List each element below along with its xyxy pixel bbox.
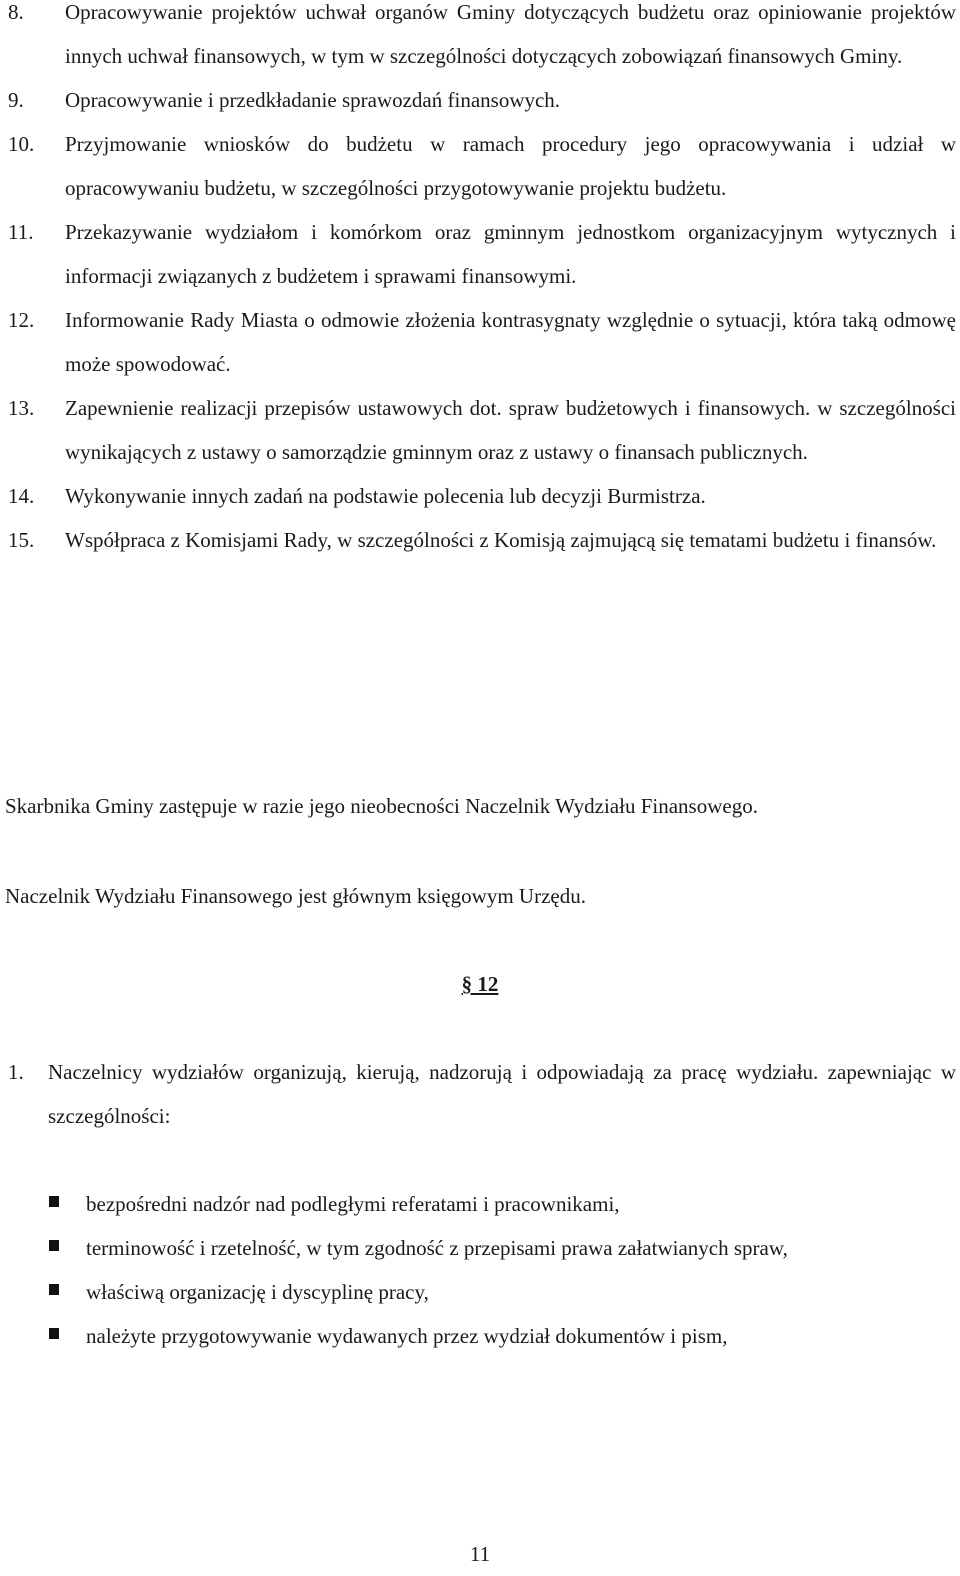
- square-bullet-icon: [0, 1270, 86, 1314]
- bullet-text: należyte przygotowywanie wydawanych przez wydział dokumentów i pism,: [86, 1324, 728, 1348]
- square-bullet-icon: [0, 1226, 86, 1270]
- bullet-item: [0, 1270, 956, 1314]
- list-item-number: 14.: [8, 484, 35, 508]
- bullet-item: [0, 1314, 956, 1358]
- list-item: [0, 298, 956, 386]
- section-heading: [0, 962, 960, 1006]
- paragraph-chief-accountant: Naczelnik Wydziału Finansowego jest głównym księgowym Urzędu.: [5, 884, 586, 908]
- list-item-text: Współpraca z Komisjami Rady, w szczególności z Komisją zajmującą się tematami budżetu i finansów.: [65, 528, 937, 552]
- list-item: [0, 78, 956, 122]
- list-item-text: Przekazywanie wydziałom i komórkom oraz gminnym jednostkom organizacyjnym wytycznych i informacji związanych z budżetem i sprawami finansowymi.: [65, 220, 956, 288]
- list-item-text: Informowanie Rady Miasta o odmowie złożenia kontrasygnaty względnie o sytuacji, która taką odmowę może spowodować.: [65, 308, 956, 376]
- section-mark-text: § 12: [461, 972, 499, 996]
- list-item-text: Zapewnienie realizacji przepisów ustawowych dot. spraw budżetowych i finansowych. w szczególności wynikających z ustawy o samorządzie gminnym oraz z ustawy o finansach publicznych.: [65, 396, 956, 464]
- bullet-list: [0, 1182, 956, 1358]
- list-item-number: 13.: [8, 396, 35, 420]
- list-item-number: 11.: [8, 220, 34, 244]
- list-item: [0, 0, 956, 78]
- numbered-list: [0, 0, 956, 562]
- list-item-number: 8.: [8, 0, 24, 24]
- list-item-number: 10.: [8, 132, 35, 156]
- section-list: [0, 1050, 956, 1138]
- list-item-text: Przyjmowanie wniosków do budżetu w ramach procedury jego opracowywania i udział w opracowywaniu budżetu, w szczególności przygotowywanie projektu budżetu.: [65, 132, 956, 200]
- bullet-text: właściwą organizację i dyscyplinę pracy,: [86, 1280, 429, 1304]
- list-item-number: 9.: [8, 88, 24, 112]
- list-item: [0, 518, 956, 562]
- bullet-item: [0, 1182, 956, 1226]
- list-item: [0, 386, 956, 474]
- square-bullet-icon: [0, 1314, 86, 1358]
- list-item-number: 12.: [8, 308, 35, 332]
- bullet-text: bezpośredni nadzór nad podległymi referatami i pracownikami,: [86, 1192, 620, 1216]
- list-item-number: 1.: [8, 1060, 24, 1084]
- square-bullet-icon: [0, 1182, 86, 1226]
- list-item-text: Naczelnicy wydziałów organizują, kierują, nadzorują i odpowiadają za pracę wydziału. zapewniając w szczególności:: [48, 1060, 956, 1128]
- bullet-item: [0, 1226, 956, 1270]
- list-item: [0, 474, 956, 518]
- list-item-text: Opracowywanie projektów uchwał organów Gminy dotyczących budżetu oraz opiniowanie projektów innych uchwał finansowych, w tym w szczególności dotyczących zobowiązań finansowych Gminy.: [65, 0, 956, 68]
- list-item-number: 15.: [8, 528, 35, 552]
- list-item: [0, 210, 956, 298]
- page-number: 11: [469, 1542, 491, 1566]
- paragraph-deputy: Skarbnika Gminy zastępuje w razie jego nieobecności Naczelnik Wydziału Finansowego.: [5, 794, 758, 818]
- list-item-text: Opracowywanie i przedkładanie sprawozdań finansowych.: [65, 88, 561, 112]
- list-item: [0, 1050, 956, 1138]
- list-item-text: Wykonywanie innych zadań na podstawie polecenia lub decyzji Burmistrza.: [65, 484, 706, 508]
- bullet-text: terminowość i rzetelność, w tym zgodność z przepisami prawa załatwianych spraw,: [86, 1236, 788, 1260]
- list-item: [0, 122, 956, 210]
